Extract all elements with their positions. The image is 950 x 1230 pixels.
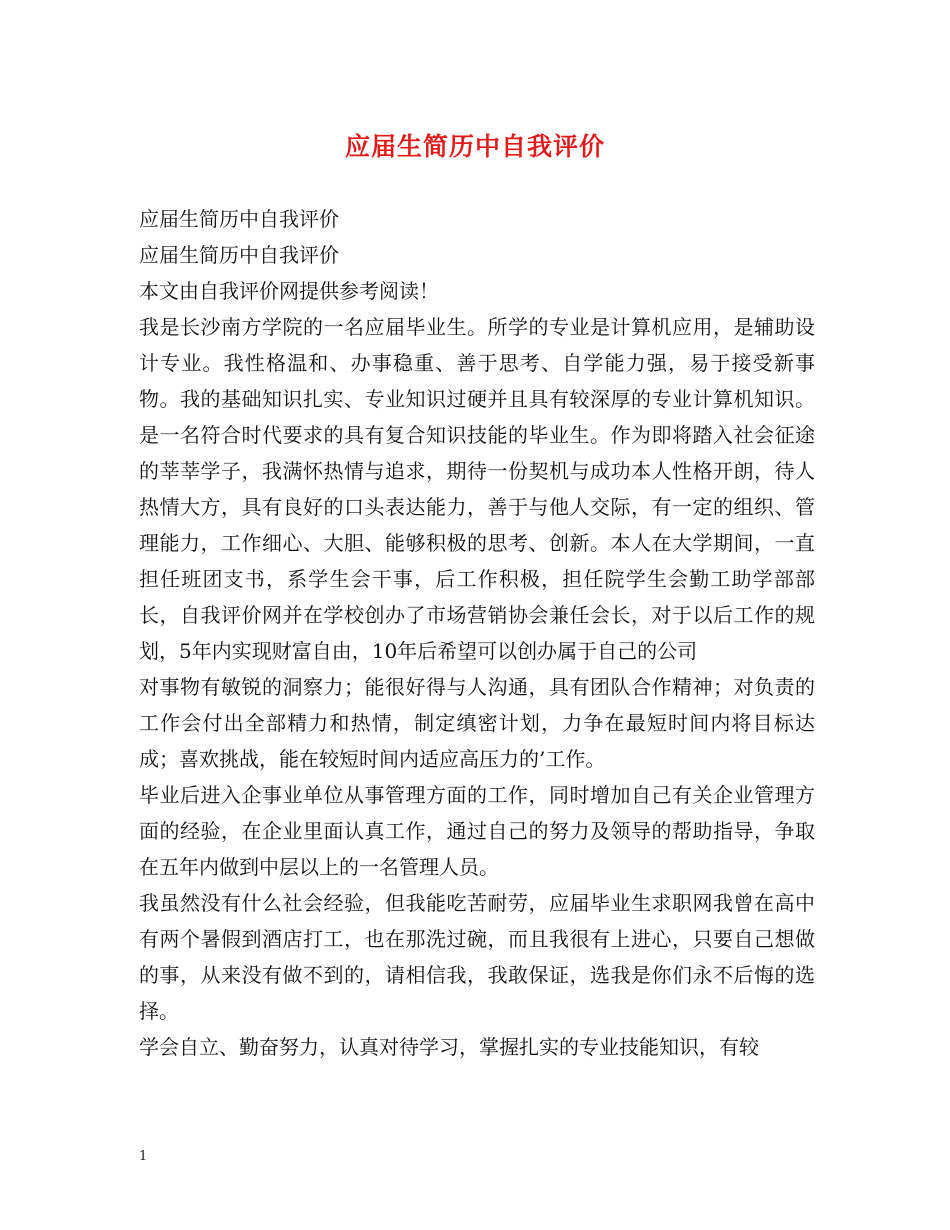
page-number: 1 <box>139 1149 148 1164</box>
paragraph: 我是长沙南方学院的一名应届毕业生。所学的专业是计算机应用，是辅助设计专业。我性格温和、办事稳重、善于思考、自学能力强，易于接受新事物。我的基础知识扎实、专业知识过硬并且具有较深厚的专业计算机知识。是一名符合时代要求的具有复合知识技能的毕业生。作为即将踏入社会征途的莘莘学子，我满怀热情与追求，期待一份契机与成功本人性格开朗，待人热情大方，具有良好的口头表达能力，善于与他人交际，有一定的组织、管理能力，工作细心、大胆、能够积极的思考、创新。本人在大学期间，一直担任班团支书，系学生会干事，后工作积极，担任院学生会勤工助学部部长，自我评价网并在学校创办了市场营销协会兼任会长，对于以后工作的规划，5年内实现财富自由，10年后希望可以创办属于自己的公司 <box>139 315 815 663</box>
paragraph: 对事物有敏锐的洞察力；能很好得与人沟通，具有团队合作精神；对负责的工作会付出全部精力和热情，制定缜密计划，力争在最短时间内将目标达成；喜欢挑战，能在较短时间内适应高压力的’工作。 <box>139 675 815 771</box>
paragraph: 我虽然没有什么社会经验，但我能吃苦耐劳，应届毕业生求职网我曾在高中有两个暑假到酒店打工，也在那洗过碗，而且我很有上进心，只要自己想做的事，从来没有做不到的，请相信我，我敢保证，选我是你们永不后悔的选择。 <box>139 891 815 1023</box>
paragraph: 应届生简历中自我评价 <box>139 243 339 267</box>
paragraph: 学会自立、勤奋努力，认真对待学习，掌握扎实的专业技能知识，有较 <box>139 1035 759 1059</box>
document-title: 应届生简历中自我评价 <box>344 132 605 161</box>
paragraph: 毕业后进入企事业单位从事管理方面的工作，同时增加自己有关企业管理方面的经验，在企业里面认真工作，通过自己的努力及领导的帮助指导，争取在五年内做到中层以上的一名管理人员。 <box>139 783 815 879</box>
document-body <box>139 201 815 1065</box>
paragraph: 本文由自我评价网提供参考阅读！ <box>139 279 439 303</box>
paragraph: 应届生简历中自我评价 <box>139 207 339 231</box>
